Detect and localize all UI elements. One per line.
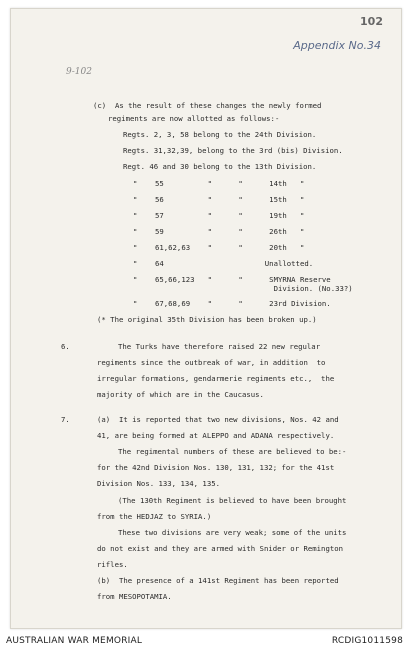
text-line: regiments since the outbreak of war, in addition to (97, 358, 326, 367)
text-line: " 65,66,123 " " SMYRNA Reserve (133, 275, 331, 284)
text-line: regiments are now allotted as follows:- (108, 114, 280, 123)
paragraph-number: 7. (61, 415, 70, 424)
text-line: " 59 " " 26th " (133, 227, 305, 236)
text-line: These two divisions are very weak; some of the units (118, 528, 347, 537)
text-line: from MESOPOTAMIA. (97, 592, 172, 601)
text-line: from the HEDJAZ to SYRIA.) (97, 512, 212, 521)
text-line: (a) It is reported that two new divisions, Nos. 42 and (97, 415, 339, 424)
text-line: do not exist and they are armed with Snider or Remington (97, 544, 344, 553)
text-line: " 57 " " 19th " (133, 211, 305, 220)
text-line: Regt. 46 and 30 belong to the 13th Division. (123, 162, 317, 171)
text-line: majority of which are in the Caucasus. (97, 390, 264, 399)
text-line: " 61,62,63 " " 20th " (133, 243, 305, 252)
text-line: " 56 " " 15th " (133, 195, 305, 204)
text-line: Regts. 2, 3, 58 belong to the 24th Division. (123, 130, 317, 139)
paragraph-number: 6. (61, 342, 70, 351)
text-line: Division. (No.33?) (133, 284, 353, 293)
footer-item-id: RCDIG1011598 (331, 636, 403, 646)
text-line: for the 42nd Division Nos. 130, 131, 132; for the 41st (97, 463, 335, 472)
text-line: 41, are being formed at ALEPPO and ADANA respectively. (97, 431, 335, 440)
document-page (10, 8, 402, 629)
page-number: 102 (360, 15, 383, 28)
pencil-annotation: 9-102 (66, 67, 92, 77)
text-line: The Turks have therefore raised 22 new regular (118, 342, 321, 351)
appendix-label: Appendix No.34 (293, 39, 381, 52)
text-line: " 55 " " 14th " (133, 179, 305, 188)
text-line: rifles. (97, 560, 128, 569)
text-line: Regts. 31,32,39, belong to the 3rd (bis) Division. (123, 146, 343, 155)
text-line: " 64 Unallotted. (133, 259, 314, 268)
text-line: (b) The presence of a 141st Regiment has been reported (97, 576, 339, 585)
text-line: " 67,68,69 " " 23rd Division. (133, 299, 331, 308)
text-line: (* The original 35th Division has been broken up.) (97, 315, 317, 324)
text-line: The regimental numbers of these are believed to be:- (118, 447, 347, 456)
text-line: irregular formations, gendarmerie regiments etc., the (97, 374, 335, 383)
text-line: (The 130th Regiment is believed to have been brought (118, 496, 347, 505)
footer-institution: AUSTRALIAN WAR MEMORIAL (6, 636, 143, 646)
text-line: (c) As the result of these changes the newly formed (93, 101, 322, 110)
text-line: Division Nos. 133, 134, 135. (97, 479, 221, 488)
